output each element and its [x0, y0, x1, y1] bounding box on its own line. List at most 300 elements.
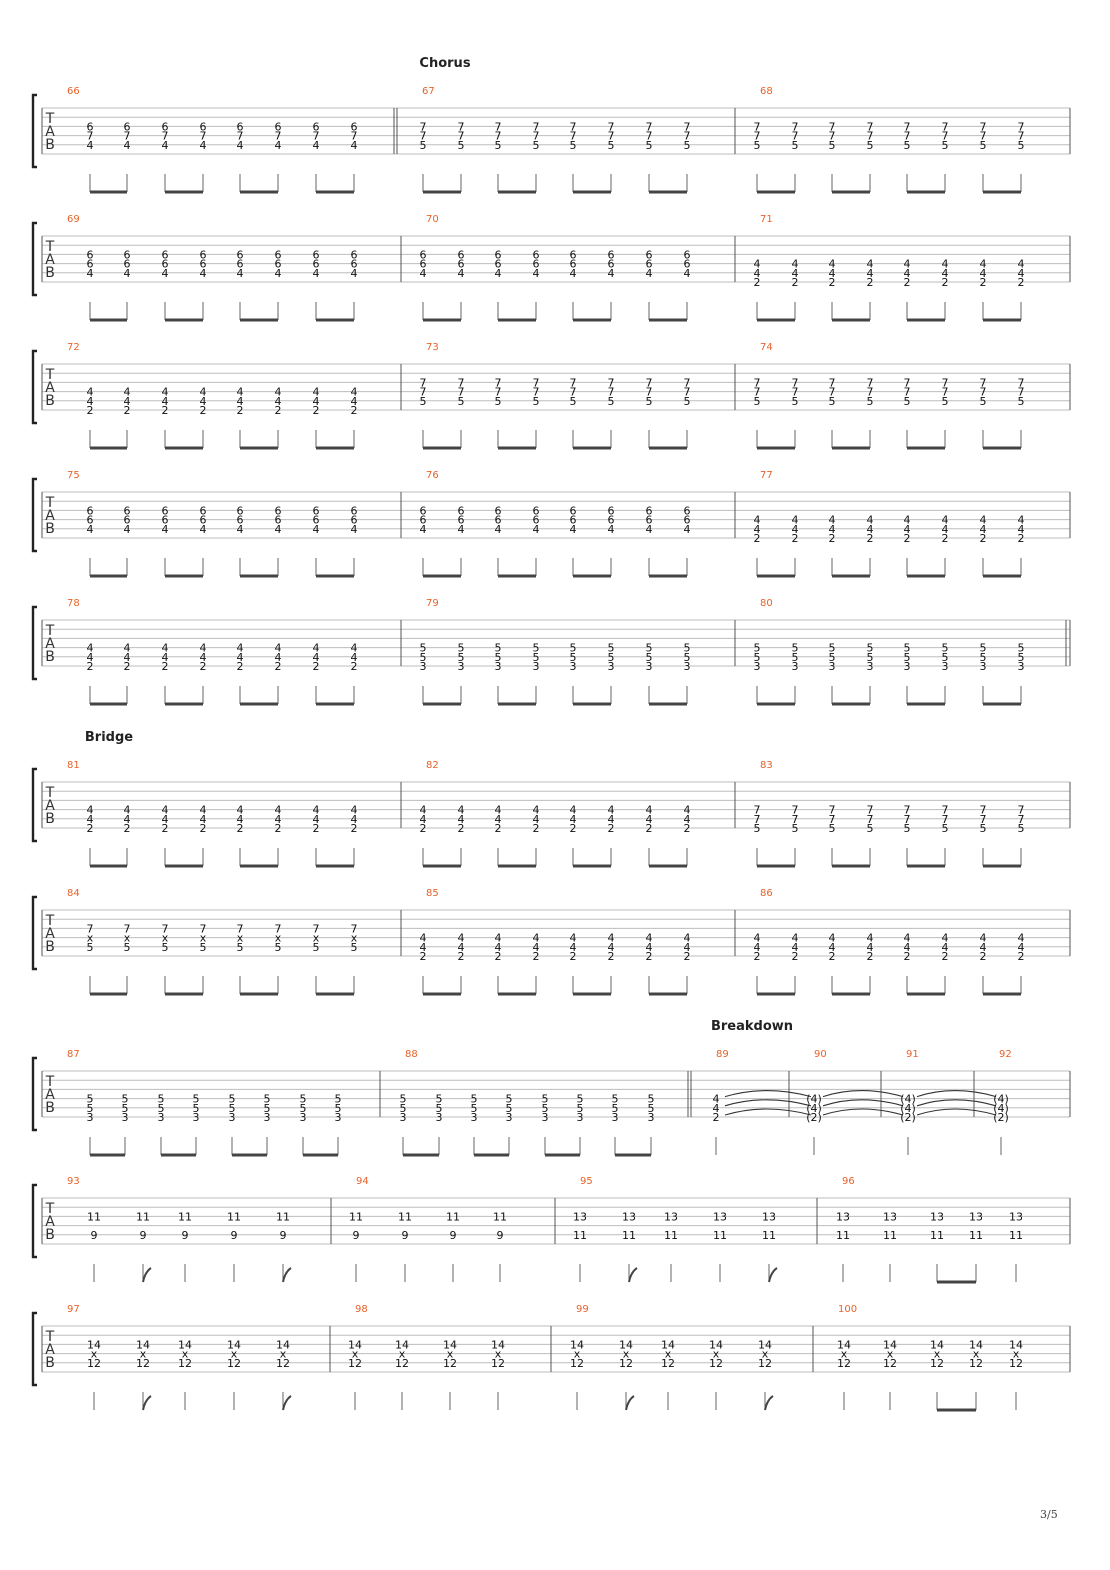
fret-number: 9 [90, 1228, 98, 1242]
fret-number: 5 [419, 138, 427, 152]
measure-number: 80 [760, 598, 773, 609]
fret-number: 5 [576, 1092, 584, 1106]
measure-number: 88 [405, 1049, 418, 1060]
fret-number: 7 [753, 812, 761, 826]
fret-number: 4 [199, 650, 207, 664]
fret-number: 7 [350, 129, 358, 143]
fret-number: 5 [419, 650, 427, 664]
fret-number: 4 [753, 257, 761, 271]
fret-number: 7 [457, 385, 465, 399]
fret-number: 2 [350, 822, 358, 835]
fret-number: 4 [161, 650, 169, 664]
fret-number: 5 [532, 394, 540, 408]
fret-number: x [622, 1347, 630, 1361]
fret-number: 4 [569, 812, 577, 826]
measure-number: 71 [760, 214, 773, 225]
fret-number: 7 [274, 922, 282, 936]
fret-number: 4 [161, 266, 169, 280]
fret-number: 6 [607, 248, 615, 262]
fret-number: 2 [86, 404, 94, 417]
fret-number: 5 [941, 138, 949, 152]
fret-number: x [236, 931, 244, 945]
fret-number: 4 [236, 641, 244, 655]
fret-number: 4 [607, 940, 615, 954]
fret-number: 5 [419, 641, 427, 655]
measure-number: 77 [760, 470, 773, 481]
fret-number: 4 [683, 803, 691, 817]
fret-number: 6 [86, 513, 94, 527]
fret-number: 5 [299, 1101, 307, 1115]
fret-number: 5 [683, 650, 691, 664]
fret-number: 4 [941, 522, 949, 536]
fret-number: 5 [457, 650, 465, 664]
fret-number: 7 [86, 922, 94, 936]
fret-number: 7 [1017, 129, 1025, 143]
fret-number: 4 [86, 522, 94, 536]
fret-number: 3 [263, 1111, 271, 1124]
fret-number: x [398, 1347, 406, 1361]
fret-number: 7 [419, 385, 427, 399]
fret-number: 11 [227, 1210, 241, 1224]
fret-number: 6 [532, 248, 540, 262]
fret-number: 7 [791, 385, 799, 399]
system-bracket [33, 223, 37, 295]
fret-number: 6 [350, 248, 358, 262]
fret-number: 7 [532, 129, 540, 143]
fret-number: 2 [494, 822, 502, 835]
fret-number: 6 [161, 504, 169, 518]
tab-clef-letter: A [45, 1087, 55, 1103]
fret-number: 4 [903, 522, 911, 536]
fret-number: x [123, 931, 131, 945]
fret-number: 4 [236, 522, 244, 536]
fret-number: 6 [569, 504, 577, 518]
tie-arc [823, 1100, 903, 1106]
fret-number: 4 [712, 1101, 720, 1115]
fret-number: 7 [457, 376, 465, 390]
fret-number: 2 [86, 822, 94, 835]
fret-number: 7 [903, 120, 911, 134]
fret-number: 3 [576, 1111, 584, 1124]
fret-number: 5 [576, 1101, 584, 1115]
fret-number: 2 [532, 950, 540, 963]
fret-number: 2 [123, 822, 131, 835]
fret-number: 4 [494, 803, 502, 817]
fret-number: 4 [979, 931, 987, 945]
fret-number: 2 [753, 532, 761, 545]
fret-number: 5 [532, 138, 540, 152]
system-bracket [33, 95, 37, 167]
fret-number: 11 [446, 1210, 460, 1224]
fret-number: 4 [683, 940, 691, 954]
fret-number: 4 [457, 940, 465, 954]
fret-number: x [181, 1347, 189, 1361]
fret-number: 12 [395, 1356, 409, 1370]
fret-number: 4 [161, 138, 169, 152]
fret-number: 7 [753, 376, 761, 390]
fret-number: 4 [494, 812, 502, 826]
fret-number: 4 [274, 812, 282, 826]
fret-number: (4) [900, 1092, 916, 1106]
fret-number: 7 [753, 385, 761, 399]
fret-number: 6 [457, 257, 465, 271]
fret-number: 11 [136, 1210, 150, 1224]
fret-number: 3 [532, 660, 540, 673]
note-flag [143, 1268, 151, 1282]
fret-number: 7 [532, 385, 540, 399]
fret-number: 14 [87, 1338, 101, 1352]
fret-number: 5 [157, 1092, 165, 1106]
fret-number: 7 [494, 376, 502, 390]
fret-number: 13 [883, 1210, 897, 1224]
fret-number: 2 [753, 276, 761, 289]
fret-number: 4 [274, 803, 282, 817]
fret-number: 4 [494, 522, 502, 536]
fret-number: 4 [683, 522, 691, 536]
tab-clef-letter: B [45, 521, 55, 537]
fret-number: (4) [806, 1101, 822, 1115]
fret-number: 11 [398, 1210, 412, 1224]
fret-number: 7 [123, 922, 131, 936]
fret-number: 7 [494, 129, 502, 143]
fret-number: x [972, 1347, 980, 1361]
fret-number: 13 [573, 1210, 587, 1224]
system-bracket [33, 1058, 37, 1130]
fret-number: 4 [903, 931, 911, 945]
fret-number: 4 [607, 266, 615, 280]
fret-number: 7 [645, 385, 653, 399]
fret-number: 6 [199, 504, 207, 518]
fret-number: 4 [236, 812, 244, 826]
fret-number: 5 [1017, 822, 1025, 835]
fret-number: 3 [399, 1111, 407, 1124]
fret-number: 11 [762, 1228, 776, 1242]
tab-clef-letter: A [45, 1214, 55, 1230]
fret-number: 2 [683, 950, 691, 963]
fret-number: 6 [350, 120, 358, 134]
fret-number: 4 [569, 266, 577, 280]
fret-number: 2 [645, 822, 653, 835]
fret-number: 4 [828, 266, 836, 280]
fret-number: (4) [806, 1092, 822, 1106]
fret-number: 5 [161, 940, 169, 954]
fret-number: 4 [1017, 513, 1025, 527]
fret-number: 7 [419, 129, 427, 143]
fret-number: 7 [828, 129, 836, 143]
fret-number: 12 [276, 1356, 290, 1370]
tie-arc [917, 1109, 996, 1115]
fret-number: 5 [505, 1092, 513, 1106]
fret-number: x [279, 1347, 287, 1361]
fret-number: x [664, 1347, 672, 1361]
fret-number: 12 [227, 1356, 241, 1370]
fret-number: 7 [457, 129, 465, 143]
fret-number: 5 [866, 650, 874, 664]
fret-number: 6 [532, 513, 540, 527]
fret-number: 7 [979, 120, 987, 134]
fret-number: 5 [645, 394, 653, 408]
measure-number: 94 [356, 1176, 369, 1187]
fret-number: 4 [866, 266, 874, 280]
fret-number: 6 [161, 257, 169, 271]
fret-number: 2 [1017, 532, 1025, 545]
tie-arc [725, 1100, 811, 1106]
fret-number: 4 [903, 513, 911, 527]
fret-number: 4 [645, 812, 653, 826]
fret-number: 7 [828, 812, 836, 826]
fret-number: 2 [199, 660, 207, 673]
fret-number: 12 [969, 1356, 983, 1370]
fret-number: 2 [236, 660, 244, 673]
fret-number: 3 [419, 660, 427, 673]
section-label: Breakdown [710, 1019, 794, 1034]
fret-number: 11 [87, 1210, 101, 1224]
measure-number: 97 [67, 1304, 80, 1315]
fret-number: 4 [199, 385, 207, 399]
tab-clef-letter: T [45, 913, 55, 929]
fret-number: 4 [1017, 522, 1025, 536]
fret-number: 14 [837, 1338, 851, 1352]
fret-number: 7 [979, 385, 987, 399]
fret-number: 5 [1017, 641, 1025, 655]
fret-number: 4 [941, 266, 949, 280]
fret-number: 3 [791, 660, 799, 673]
tab-clef-letter: B [45, 939, 55, 955]
fret-number: 4 [199, 812, 207, 826]
fret-number: 6 [350, 513, 358, 527]
fret-number: 5 [607, 650, 615, 664]
fret-number: 2 [123, 404, 131, 417]
measure-number: 96 [842, 1176, 855, 1187]
fret-number: 12 [837, 1356, 851, 1370]
fret-number: 4 [419, 522, 427, 536]
measure-number: 72 [67, 342, 80, 353]
fret-number: 2 [866, 950, 874, 963]
fret-number: 4 [494, 940, 502, 954]
fret-number: 7 [312, 922, 320, 936]
fret-number: 6 [123, 120, 131, 134]
measure-number: 91 [906, 1049, 919, 1060]
fret-number: 5 [123, 940, 131, 954]
fret-number: 4 [86, 394, 94, 408]
fret-number: 2 [979, 532, 987, 545]
fret-number: 4 [161, 385, 169, 399]
system-bracket [33, 479, 37, 551]
fret-number: 3 [903, 660, 911, 673]
fret-number: 5 [979, 394, 987, 408]
fret-number: 7 [199, 922, 207, 936]
fret-number: 7 [866, 129, 874, 143]
tab-clef-letter: B [45, 393, 55, 409]
fret-number: 6 [607, 257, 615, 271]
fret-number: 2 [979, 276, 987, 289]
fret-number: 7 [753, 120, 761, 134]
fret-number: 4 [532, 931, 540, 945]
fret-number: 7 [828, 385, 836, 399]
fret-number: 6 [419, 513, 427, 527]
fret-number: 5 [941, 650, 949, 664]
fret-number: 4 [941, 513, 949, 527]
fret-number: 2 [645, 950, 653, 963]
fret-number: 6 [569, 248, 577, 262]
fret-number: 4 [86, 650, 94, 664]
fret-number: 7 [683, 120, 691, 134]
fret-number: 14 [1009, 1338, 1023, 1352]
fret-number: 3 [611, 1111, 619, 1124]
fret-number: 5 [263, 1092, 271, 1106]
fret-number: 4 [532, 803, 540, 817]
fret-number: 7 [828, 120, 836, 134]
fret-number: 7 [645, 129, 653, 143]
fret-number: 4 [274, 522, 282, 536]
fret-number: 5 [791, 650, 799, 664]
note-flag [143, 1396, 151, 1410]
fret-number: 6 [274, 120, 282, 134]
fret-number: 7 [532, 376, 540, 390]
fret-number: 7 [941, 803, 949, 817]
fret-number: 6 [236, 257, 244, 271]
fret-number: 7 [791, 376, 799, 390]
fret-number: 5 [903, 641, 911, 655]
fret-number: 5 [569, 394, 577, 408]
fret-number: 6 [569, 513, 577, 527]
fret-number: 4 [274, 138, 282, 152]
fret-number: 5 [457, 641, 465, 655]
fret-number: 7 [979, 803, 987, 817]
fret-number: 6 [236, 513, 244, 527]
fret-number: 4 [645, 940, 653, 954]
fret-number: x [350, 931, 358, 945]
note-flag [626, 1396, 634, 1410]
tab-clef-letter: T [45, 239, 55, 255]
fret-number: 7 [866, 803, 874, 817]
fret-number: (4) [900, 1101, 916, 1115]
section-label: Chorus [419, 56, 471, 71]
fret-number: 5 [979, 138, 987, 152]
fret-number: 4 [199, 641, 207, 655]
fret-number: 7 [979, 376, 987, 390]
fret-number: 4 [866, 931, 874, 945]
fret-number: 2 [753, 950, 761, 963]
fret-number: 4 [123, 266, 131, 280]
fret-number: 5 [791, 394, 799, 408]
fret-number: 4 [86, 266, 94, 280]
fret-number: 2 [903, 532, 911, 545]
fret-number: 4 [161, 641, 169, 655]
fret-number: 12 [661, 1356, 675, 1370]
fret-number: 4 [941, 931, 949, 945]
system-bracket [33, 897, 37, 969]
fret-number: 7 [683, 129, 691, 143]
fret-number: 5 [494, 394, 502, 408]
fret-number: 5 [647, 1101, 655, 1115]
fret-number: 6 [236, 120, 244, 134]
measure-number: 93 [67, 1176, 80, 1187]
fret-number: 7 [941, 812, 949, 826]
fret-number: 5 [86, 1101, 94, 1115]
fret-number: 13 [836, 1210, 850, 1224]
fret-number: 7 [828, 376, 836, 390]
fret-number: 4 [532, 812, 540, 826]
fret-number: 6 [236, 504, 244, 518]
measure-number: 89 [716, 1049, 729, 1060]
fret-number: 5 [611, 1092, 619, 1106]
fret-number: 4 [419, 803, 427, 817]
fret-number: 7 [645, 120, 653, 134]
fret-number: 2 [569, 822, 577, 835]
fret-number: 4 [86, 138, 94, 152]
fret-number: 4 [350, 266, 358, 280]
fret-number: 7 [494, 385, 502, 399]
fret-number: 3 [647, 1111, 655, 1124]
fret-number: 5 [435, 1092, 443, 1106]
fret-number: 5 [236, 940, 244, 954]
fret-number: 4 [828, 257, 836, 271]
fret-number: 5 [274, 940, 282, 954]
fret-number: 2 [791, 276, 799, 289]
fret-number: 5 [828, 138, 836, 152]
fret-number: 6 [683, 513, 691, 527]
measure-number: 92 [999, 1049, 1012, 1060]
fret-number: 6 [645, 257, 653, 271]
fret-number: 6 [161, 248, 169, 262]
fret-number: 7 [753, 803, 761, 817]
fret-number: 5 [791, 822, 799, 835]
fret-number: 3 [866, 660, 874, 673]
fret-number: 5 [866, 641, 874, 655]
fret-number: 4 [683, 931, 691, 945]
fret-number: 5 [299, 1092, 307, 1106]
fret-number: 4 [1017, 940, 1025, 954]
fret-number: 4 [274, 266, 282, 280]
fret-number: 5 [470, 1101, 478, 1115]
fret-number: 4 [903, 257, 911, 271]
fret-number: 6 [123, 513, 131, 527]
fret-number: 7 [569, 376, 577, 390]
measure-number: 66 [67, 86, 80, 97]
fret-number: 4 [791, 257, 799, 271]
fret-number: 6 [569, 257, 577, 271]
fret-number: 11 [664, 1228, 678, 1242]
fret-number: 2 [312, 404, 320, 417]
fret-number: 14 [276, 1338, 290, 1352]
fret-number: 2 [274, 404, 282, 417]
fret-number: 4 [161, 812, 169, 826]
note-flag [283, 1396, 291, 1410]
fret-number: 5 [121, 1092, 129, 1106]
fret-number: x [886, 1347, 894, 1361]
fret-number: 7 [312, 129, 320, 143]
fret-number: 5 [228, 1092, 236, 1106]
fret-number: 4 [123, 138, 131, 152]
fret-number: 7 [236, 129, 244, 143]
fret-number: 5 [645, 138, 653, 152]
fret-number: 5 [828, 394, 836, 408]
fret-number: 2 [791, 950, 799, 963]
fret-number: 4 [236, 394, 244, 408]
fret-number: 6 [494, 248, 502, 262]
fret-number: 13 [762, 1210, 776, 1224]
fret-number: 5 [263, 1101, 271, 1115]
fret-number: 4 [645, 931, 653, 945]
fret-number: 14 [758, 1338, 772, 1352]
measure-number: 100 [838, 1304, 858, 1315]
fret-number: 6 [86, 248, 94, 262]
fret-number: 2 [350, 404, 358, 417]
fret-number: 4 [123, 803, 131, 817]
fret-number: 4 [903, 940, 911, 954]
fret-number: 4 [312, 394, 320, 408]
